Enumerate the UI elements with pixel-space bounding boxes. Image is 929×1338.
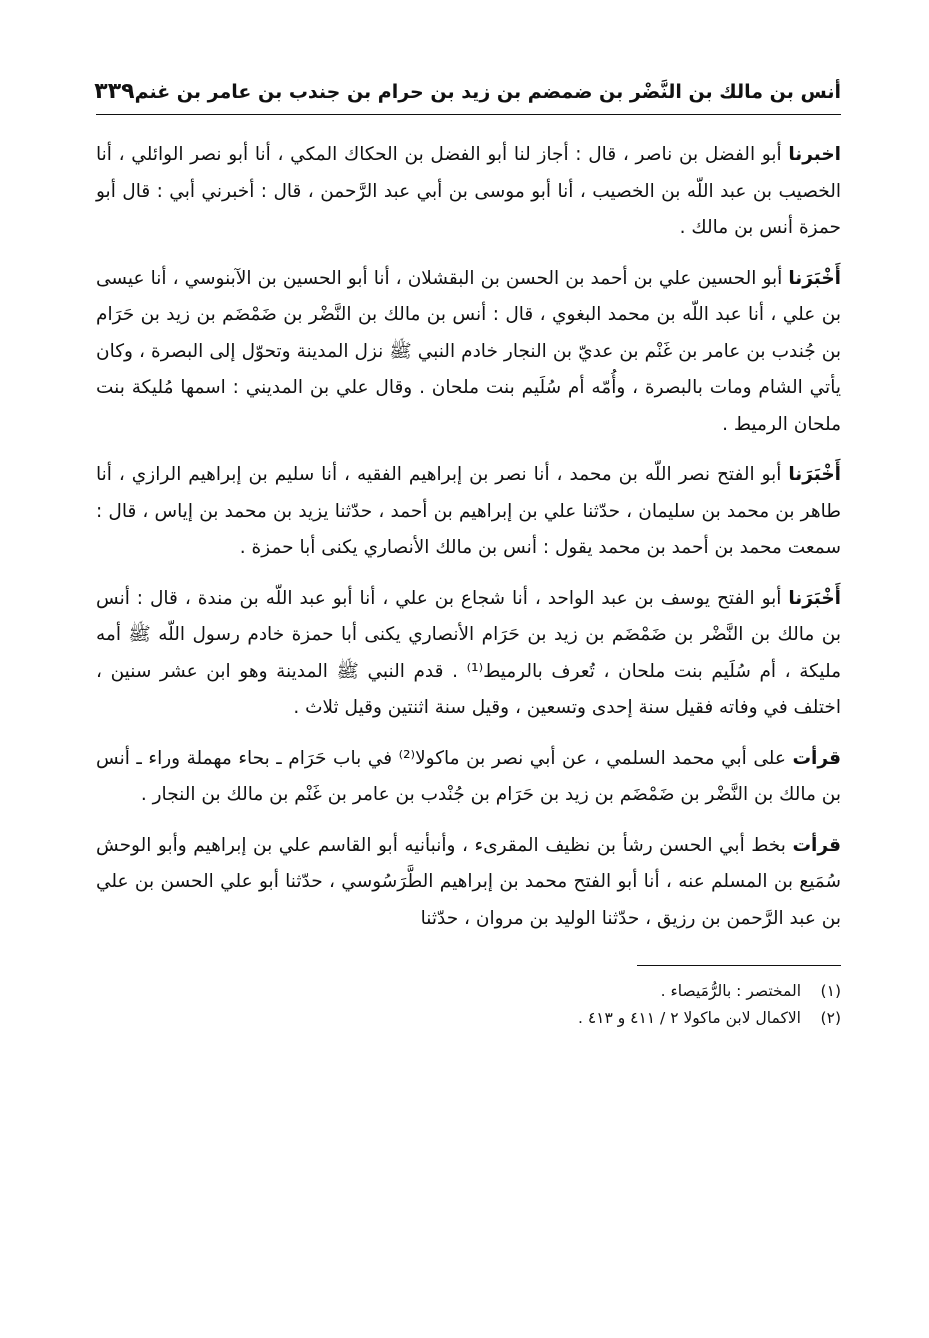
paragraph-lead: أَخْبَرَنا xyxy=(788,587,841,609)
footnotes xyxy=(96,978,841,1032)
paragraph xyxy=(96,828,841,938)
page-body xyxy=(96,137,841,937)
paragraph-lead: قرأت xyxy=(792,747,841,769)
page-number: ٣٣٩ xyxy=(94,79,135,104)
paragraph-lead: أَخْبَرَنا xyxy=(788,464,841,485)
footnote xyxy=(96,978,841,1005)
footnote-text: الاكمال لابن ماكولا ٢ / ٤١١ و ٤١٣ . xyxy=(577,1009,801,1027)
paragraph-text: على أبي محمد السلمي ، عن أبي نصر بن ماكولا⁽²⁾ في باب حَرَام ـ بحاء مهملة وراء ـ أنس بن مالك بن النَّضْر بن ضَمْضَم بن زيد بن حَرَام بن جُنْدب بن عامر بن غَنْم بن مالك بن النجار . xyxy=(96,747,841,805)
paragraph xyxy=(96,581,841,727)
paragraph-lead: قرأت xyxy=(792,834,841,856)
paragraph-lead: أَخْبَرَنا xyxy=(788,267,841,289)
running-header xyxy=(96,78,841,106)
footnote-number: (١) xyxy=(820,982,841,1000)
paragraph xyxy=(96,741,841,814)
paragraph-text: أبو الفتح نصر اللّه بن محمد ، أنا نصر بن إبراهيم الفقيه ، أنا سليم بن إبراهيم الرازي ، أنا طاهر بن محمد بن سليمان ، حدّثنا علي بن إبراهيم بن أحمد ، حدّثنا يزيد بن محمد بن إياس ، قال : سمعت محمد بن أحمد بن محمد يقول : أنس بن مالك الأنصاري يكنى أبا حمزة . xyxy=(96,464,841,558)
paragraph xyxy=(96,137,841,247)
paragraph-text: أبو الفتح يوسف بن عبد الواحد ، أنا شجاع بن علي ، أنا أبو عبد اللّه بن مندة ، قال : أنس بن مالك بن النَّضْر بن ضَمْضَم بن زيد بن حَرَام الأنصاري يكنى أبا حمزة خادم رسول اللّه ﷺ أمه مليكة ، أم سُلَيم بنت ملحان ، تُعرف بالرميط⁽¹⁾ . قدم النبي ﷺ المدينة وهو ابن عشر سنين ، اختلف في وفاته فقيل سنة إحدى وتسعين ، وقيل سنة اثنتين وقيل ثلاث . xyxy=(96,587,842,718)
header-rule xyxy=(96,114,841,115)
paragraph xyxy=(96,457,841,567)
paragraph xyxy=(96,261,841,444)
paragraph-text: أبو الفضل بن ناصر ، قال : أجاز لنا أبو الفضل بن الحكاك المكي ، أنا أبو نصر الوائلي ، أنا الخصيب بن عبد اللّه بن الخصيب ، أنا أبو موسى بن أبي عبد الرَّحمن ، قال : أخبرني أبي : قال أبو حمزة أنس بن مالك . xyxy=(96,144,841,238)
footnote-number: (٢) xyxy=(820,1009,841,1027)
header-title: أنس بن مالك بن النَّضْر بن ضمضم بن زيد بن حرام بن جندب بن عامر بن غنم xyxy=(134,81,841,103)
paragraph-lead: اخبرنا xyxy=(788,144,841,165)
footnote xyxy=(96,1005,841,1032)
footnote-separator xyxy=(637,965,841,966)
paragraph-text: بخط أبي الحسن رشأ بن نظيف المقرىء ، وأنبأنيه أبو القاسم علي بن إبراهيم وأبو الوحش سُمَيع بن المسلم عنه ، أنا أبو الفتح محمد بن إبراهيم الطَّرَسُوسي ، حدّثنا أبو علي الحسن بن علي بن عبد الرَّحمن بن رزيق ، حدّثنا الوليد بن مروان ، حدّثنا xyxy=(96,834,841,929)
footnote-text: المختصر : بالرُّمَيصاء . xyxy=(660,982,801,1000)
paragraph-text: أبو الحسين علي بن أحمد بن الحسن بن البقشلان ، أنا أبو الحسين بن الآبنوسي ، أنا عيسى بن علي ، أنا عبد اللّه بن محمد البغوي ، قال : أنس بن مالك بن النَّضْر بن ضَمْضَم بن زيد بن حَرَام بن جُندب بن عامر بن غَنْم بن عديّ بن النجار خادم النبي ﷺ نزل المدينة وتحوّل إلى البصرة ، وكان يأتي الشام ومات بالبصرة ، وأُمّه أم سُلَيم بنت ملحان . وقال علي بن المديني : اسمها مُليكة بنت ملحان الرميط . xyxy=(96,267,841,435)
